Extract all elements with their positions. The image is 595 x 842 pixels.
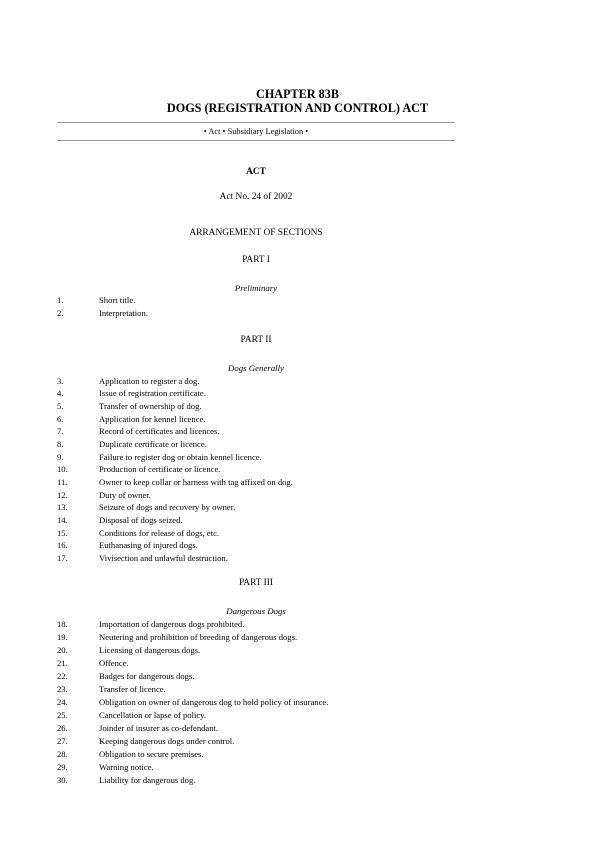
section-link[interactable]: Record of certificates and licences.: [99, 426, 220, 436]
section-row: [57, 476, 477, 488]
section-link[interactable]: Application for kennel licence.: [99, 414, 206, 424]
section-row: [57, 425, 477, 437]
section-row: [57, 631, 477, 643]
section-number: 30.: [57, 775, 68, 785]
section-row: [57, 501, 477, 513]
bullet-icon: •: [305, 127, 309, 136]
section-row: [57, 709, 477, 721]
section-number: 13.: [57, 502, 68, 512]
section-link[interactable]: Failure to register dog or obtain kennel licence.: [99, 452, 262, 462]
section-link[interactable]: Application to register a dog.: [99, 376, 200, 386]
section-row: [57, 489, 477, 501]
section-link[interactable]: Issue of registration certificate.: [99, 388, 206, 398]
section-number: 15.: [57, 528, 68, 538]
act-heading: ACT: [246, 167, 266, 177]
section-link[interactable]: Vivisection and unlawful destruction.: [99, 553, 228, 563]
section-row: [57, 761, 477, 773]
section-number: 7.: [57, 426, 64, 436]
section-number: 27.: [57, 736, 68, 746]
part-title: Preliminary: [234, 283, 278, 293]
section-row: [57, 375, 477, 387]
section-link[interactable]: Neutering and prohibition of breeding of dangerous dogs.: [99, 632, 298, 642]
section-row: [57, 722, 477, 734]
section-number: 25.: [57, 710, 68, 720]
section-number: 26.: [57, 723, 68, 733]
section-row: [57, 413, 477, 425]
section-row: [57, 463, 477, 475]
section-number: 23.: [57, 684, 68, 694]
section-link[interactable]: Badges for dangerous dogs.: [99, 671, 195, 681]
section-row: [57, 696, 477, 708]
section-row: [57, 735, 477, 747]
section-number: 12.: [57, 490, 68, 500]
section-row: [57, 552, 477, 564]
section-row: [57, 683, 477, 695]
bullet-icon: •: [222, 127, 226, 136]
section-row: [57, 539, 477, 551]
subsidiary-legislation-link[interactable]: Subsidiary Legislation: [227, 127, 304, 136]
section-row: [57, 618, 477, 630]
section-row: [57, 748, 477, 760]
section-link[interactable]: Cancellation or lapse of policy.: [99, 710, 207, 720]
section-row: [57, 438, 477, 450]
section-number: 8.: [57, 439, 64, 449]
section-row: [57, 294, 477, 306]
section-link[interactable]: Offence.: [99, 658, 129, 668]
top-divider: [57, 122, 455, 123]
part-title: Dogs Generally: [228, 363, 284, 373]
section-row: [57, 514, 477, 526]
section-number: 21.: [57, 658, 68, 668]
section-number: 3.: [57, 376, 64, 386]
section-link[interactable]: Obligation to secure premises.: [99, 749, 204, 759]
section-link[interactable]: Obligation on owner of dangerous dog to hold policy of insurance.: [99, 697, 329, 707]
section-number: 24.: [57, 697, 68, 707]
section-link[interactable]: Transfer of licence.: [99, 684, 166, 694]
section-number: 10.: [57, 464, 68, 474]
section-link[interactable]: Euthanasing of injured dogs.: [99, 540, 198, 550]
section-link[interactable]: Owner to keep collar or harness with tag affixed on dog.: [99, 477, 293, 487]
section-link[interactable]: Licensing of dangerous dogs.: [99, 645, 201, 655]
section-link[interactable]: Conditions for release of dogs, etc.: [99, 528, 220, 538]
section-number: 1.: [57, 295, 64, 305]
bullet-icon: •: [203, 127, 207, 136]
section-number: 4.: [57, 388, 64, 398]
section-row: [57, 400, 477, 412]
section-row: [57, 774, 477, 786]
section-number: 2.: [57, 308, 64, 318]
section-number: 28.: [57, 749, 68, 759]
section-link[interactable]: Seizure of dogs and recovery by owner.: [99, 502, 236, 512]
section-row: [57, 451, 477, 463]
section-number: 9.: [57, 452, 64, 462]
section-number: 16.: [57, 540, 68, 550]
section-row: [57, 527, 477, 539]
section-number: 11.: [57, 477, 68, 487]
act-number: Act No. 24 of 2002: [219, 192, 293, 202]
section-link[interactable]: Short title.: [99, 295, 136, 305]
part-title: Dangerous Dogs: [226, 606, 286, 616]
section-number: 19.: [57, 632, 68, 642]
section-link[interactable]: Interpretation.: [99, 308, 148, 318]
part-heading: PART I: [242, 255, 270, 265]
act-title: DOGS (REGISTRATION AND CONTROL) ACT: [166, 101, 429, 115]
section-link[interactable]: Transfer of ownership of dog.: [99, 401, 202, 411]
bottom-divider: [57, 140, 455, 141]
section-link[interactable]: Importation of dangerous dogs prohibited.: [99, 619, 245, 629]
section-link[interactable]: Joinder of insurer as co-defendant.: [99, 723, 219, 733]
section-link[interactable]: Warning notice.: [99, 762, 154, 772]
section-row: [57, 657, 477, 669]
section-number: 18.: [57, 619, 68, 629]
section-link[interactable]: Duty of owner.: [99, 490, 151, 500]
section-link[interactable]: Duplicate certificate or licence.: [99, 439, 207, 449]
section-row: [57, 307, 477, 319]
part-heading: PART II: [240, 335, 272, 345]
section-number: 22.: [57, 671, 68, 681]
section-row: [57, 387, 477, 399]
section-link[interactable]: Keeping dangerous dogs under control.: [99, 736, 235, 746]
chapter-number: CHAPTER 83B: [256, 87, 339, 101]
section-number: 14.: [57, 515, 68, 525]
arrangement-heading: ARRANGEMENT OF SECTIONS: [189, 228, 323, 238]
section-link[interactable]: Production of certificate or licence.: [99, 464, 221, 474]
section-link[interactable]: Liability for dangerous dog.: [99, 775, 196, 785]
section-number: 20.: [57, 645, 68, 655]
part-heading: PART III: [238, 578, 274, 588]
section-row: [57, 670, 477, 682]
act-link[interactable]: Act: [208, 127, 221, 136]
navigation-bar: [57, 125, 455, 138]
section-number: 6.: [57, 414, 64, 424]
section-number: 17.: [57, 553, 68, 563]
section-number: 5.: [57, 401, 64, 411]
section-link[interactable]: Disposal of dogs seized.: [99, 515, 183, 525]
section-row: [57, 644, 477, 656]
section-number: 29.: [57, 762, 68, 772]
